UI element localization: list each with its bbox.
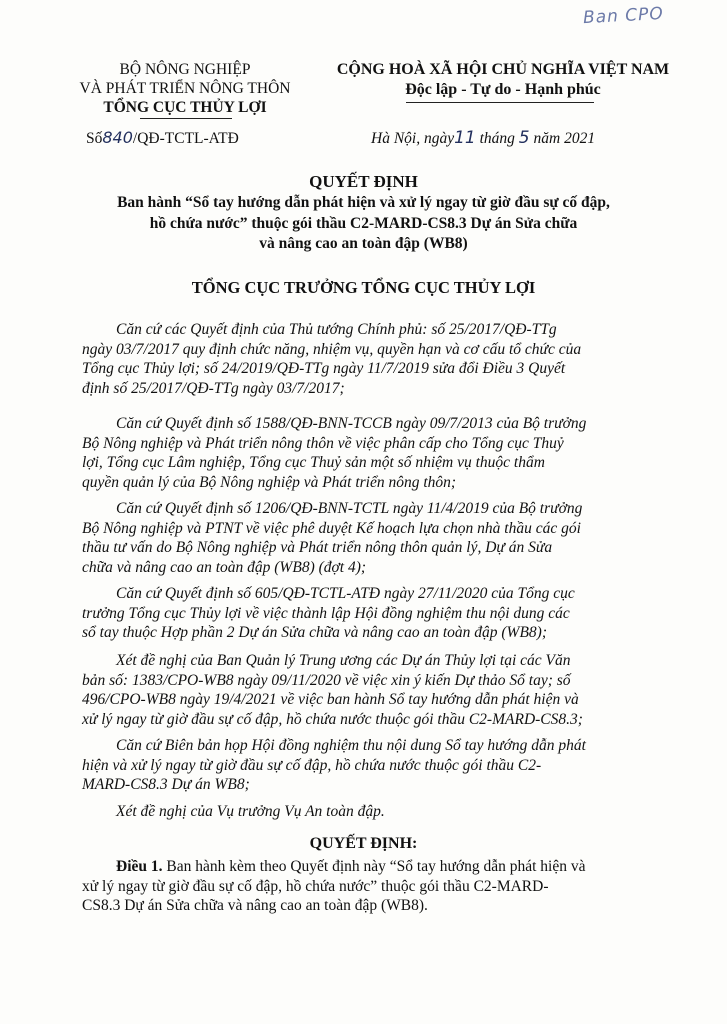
national-motto: Độc lập - Tự do - Hạnh phúc [405,81,601,98]
document-title: QUYẾT ĐỊNH [309,172,418,191]
paragraph-line: trưởng Tổng cục Thủy lợi về việc thành lập Hội đồng nghiệm thu nội dung các [82,604,570,622]
paragraph-line: ngày 03/7/2017 quy định chức năng, nhiệm vụ, quyền hạn và cơ cấu tổ chức của [82,340,582,358]
preamble-paragraph [82,584,645,643]
issuing-authority: TỔNG CỤC TRƯỞNG TỔNG CỤC THỦY LỢI [191,278,536,297]
paragraph-line: Căn cứ Quyết định số 1588/QĐ-BNN-TCCB ngày 09/7/2013 của Bộ trưởng [116,415,587,432]
paragraph-line: xử lý ngay từ giờ đầu sự cố đập, hồ chứa nước thuộc gói thầu C2-MARD-CS8.3; [82,710,583,728]
paragraph-line: hiện và xử lý ngay từ giờ đầu sự cố đập, hồ chứa nước thuộc gói thầu C2- [82,756,542,774]
country-name: CỘNG HOÀ XÃ HỘI CHỦ NGHĨA VIỆT NAM [336,61,670,78]
doc-number-prefix: Số [86,130,103,147]
article-label: Điều 1. [116,858,163,875]
paragraph-line: thầu tư vấn do Bộ Nông nghiệp và Phát triển nông thôn quản lý, Dự án Sửa [82,539,553,557]
paragraph-line: sổ tay thuộc Hợp phần 2 Dự án Sửa chữa và nâng cao an toàn đập (WB8); [82,624,547,642]
agency-line-2: VÀ PHÁT TRIỂN NÔNG THÔN [79,80,291,97]
paragraph-line: CS8.3 Dự án Sửa chữa và nâng cao an toàn đập (WB8). [82,897,428,915]
paragraph-line: Căn cứ Quyết định số 605/QĐ-TCTL-ATĐ ngày 27/11/2020 của Tổng cục [116,585,575,602]
doc-number-handwritten: 840 [102,128,133,147]
date-line [371,128,595,148]
paragraph-line: Điều 1. Ban hành kèm theo Quyết định này “Sổ tay hướng dẫn phát hiện và [116,858,586,875]
paragraph-line: Bộ Nông nghiệp và PTNT về việc phê duyệt Kế hoạch lựa chọn nhà thầu các gói [82,519,581,537]
preamble-paragraph [82,651,645,729]
document-subtitle [82,193,645,255]
paragraph-line: định số 25/2017/QĐ-TTg ngày 03/7/2017; [82,379,345,397]
subtitle-line: hồ chứa nước” thuộc gói thầu C2-MARD-CS8.3 Dự án Sửa chữa [149,214,578,232]
date-month-label: tháng [479,130,515,147]
article-1 [82,857,645,916]
document-number [86,128,239,148]
paragraph-line: Căn cứ Biên bản họp Hội đồng nghiệm thu nội dung Sổ tay hướng dẫn phát [116,737,586,754]
handwritten-note: Ban CPO [582,3,665,29]
paragraph-line: quyền quản lý của Bộ Nông nghiệp và Phát triển nông thôn; [82,473,457,491]
agency-line-1: BỘ NÔNG NGHIỆP [119,61,251,78]
motto-underline [406,102,594,103]
paragraph-line: Tổng cục Thủy lợi; số 24/2019/QĐ-TTg ngày 11/7/2019 sửa đổi Điều 3 Quyết [82,360,566,378]
paragraph-line: Bộ Nông nghiệp và Phát triển nông thôn về việc phân cấp cho Tổng cục Thuỷ [82,434,564,452]
date-prefix: Hà Nội, ngày [371,130,455,147]
paragraph-line: Căn cứ các Quyết định của Thủ tướng Chính phủ: số 25/2017/QĐ-TTg [116,321,557,338]
date-year: năm 2021 [533,130,596,147]
paragraph-line: Xét đề nghị của Vụ trưởng Vụ An toàn đập. [116,803,385,820]
preamble-paragraph [82,499,645,577]
paragraph-line: 496/CPO-WB8 ngày 19/4/2021 về việc ban hành Sổ tay hướng dẫn phát hiện và [82,691,579,709]
paragraph-line: lợi, Tổng cục Lâm nghiệp, Tổng cục Thuỷ sản một số nhiệm vụ thuộc thẩm [82,454,545,472]
subtitle-line: Ban hành “Sổ tay hướng dẫn phát hiện và xử lý ngay từ giờ đầu sự cố đập, [117,194,610,211]
paragraph-line: Căn cứ Quyết định số 1206/QĐ-BNN-TCTL ngày 11/4/2019 của Bộ trưởng [116,500,583,517]
date-month-handwritten: 5 [518,128,530,148]
paragraph-line: chữa và nâng cao an toàn đập (WB8) (đợt 4); [82,558,367,576]
paragraph-line: Xét đề nghị của Ban Quản lý Trung ương các Dự án Thủy lợi tại các Văn [116,652,571,669]
preamble-paragraph [82,802,645,822]
preamble-paragraph [82,736,645,795]
national-header [318,60,688,100]
paragraph-line: MARD-CS8.3 Dự án WB8; [82,776,250,794]
decision-heading: QUYẾT ĐỊNH: [309,835,418,852]
issuing-agency [50,60,320,117]
subtitle-line: và nâng cao an toàn đập (WB8) [259,235,468,252]
paragraph-line: bản số: 1383/CPO-WB8 ngày 09/11/2020 về việc xin ý kiến Dự thảo Sổ tay; số [82,671,571,689]
agency-underline [140,118,232,119]
paragraph-line: xử lý ngay từ giờ đầu sự cố đập, hồ chứa nước” thuộc gói thầu C2-MARD- [82,877,549,895]
date-day-handwritten: 11 [454,128,476,148]
doc-number-suffix: /QĐ-TCTL-ATĐ [132,130,239,147]
preamble-paragraph [82,320,645,398]
agency-line-3: TỔNG CỤC THỦY LỢI [103,99,267,116]
preamble-paragraph [82,414,645,492]
